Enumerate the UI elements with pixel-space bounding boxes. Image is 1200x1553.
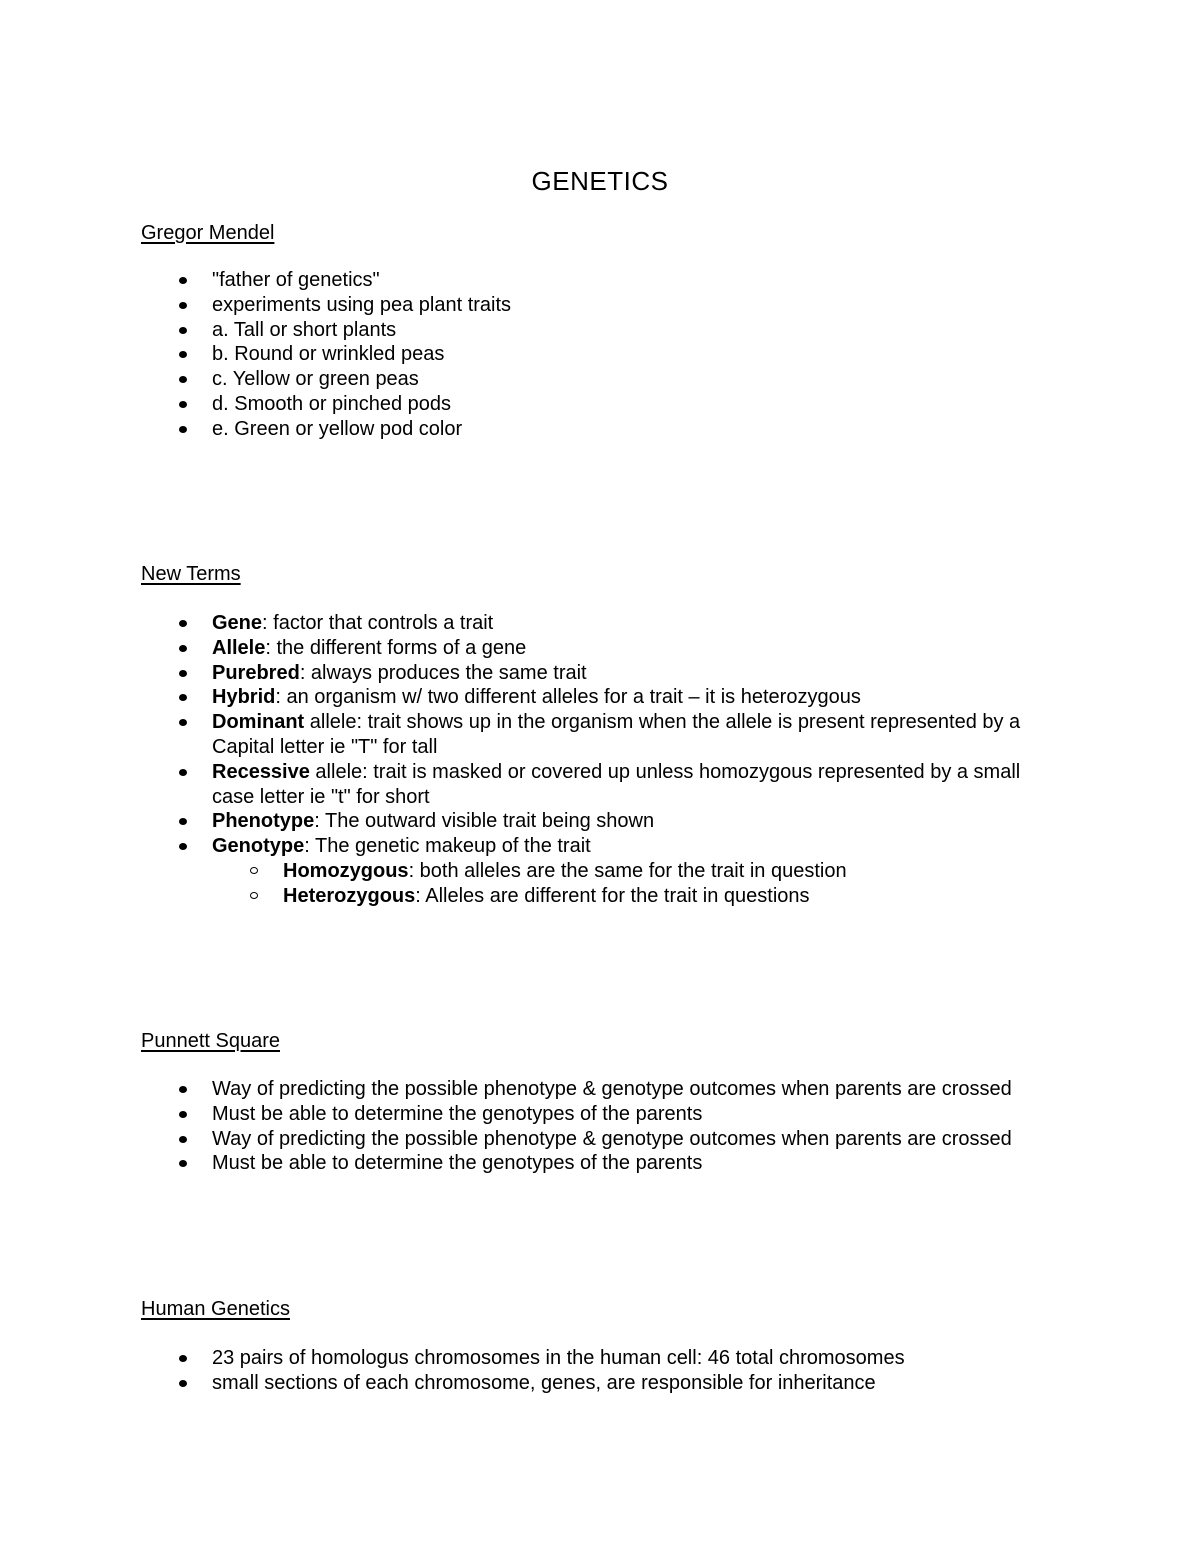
- term-label: Allele: [212, 636, 266, 659]
- term-definition: : The genetic makeup of the trait: [304, 835, 591, 858]
- document-title: GENETICS: [531, 166, 669, 196]
- list-item: [141, 1077, 1061, 1102]
- term-definition: : an organism w/ two different alleles for a trait – it is heterozygous: [275, 686, 861, 709]
- term-item-homozygous: [212, 859, 1061, 884]
- term-label: Gene: [212, 612, 263, 634]
- section-heading-human-genetics: Human Genetics: [141, 1298, 290, 1320]
- term-item-gene: [141, 611, 1061, 636]
- term-definition: : Alleles are different for the trait in questions: [415, 884, 810, 907]
- punnett-square-list: [141, 1077, 1061, 1176]
- human-genetics-list: [141, 1346, 1061, 1396]
- term-definition: allele: trait shows up in the organism when the allele is present represented by a Capital letter ie "T" for tall: [212, 711, 1021, 758]
- section-heading-new-terms: New Terms: [141, 563, 241, 585]
- list-item: [141, 268, 1061, 293]
- term-label: Phenotype: [212, 810, 315, 833]
- term-label: Dominant: [212, 711, 305, 734]
- list-item: [141, 392, 1061, 417]
- list-item-text: Way of predicting the possible phenotype & genotype outcomes when parents are crossed: [212, 1078, 1012, 1100]
- list-item: [141, 318, 1061, 343]
- list-item: [141, 342, 1061, 367]
- list-item: [141, 1346, 1061, 1371]
- new-terms-list: [141, 611, 1061, 909]
- list-item-text: e. Green or yellow pod color: [212, 417, 463, 440]
- term-label: Purebred: [212, 661, 300, 684]
- term-definition: : always produces the same trait: [299, 661, 587, 684]
- term-item-allele: [141, 636, 1061, 661]
- term-label: Genotype: [212, 835, 305, 858]
- term-definition: : both alleles are the same for the trait in question: [408, 859, 847, 882]
- term-item-phenotype: [141, 809, 1061, 834]
- list-item: [141, 417, 1061, 442]
- term-definition: allele: trait is masked or covered up unless homozygous represented by a small case letter ie "t" for short: [212, 760, 1021, 808]
- list-item-text: small sections of each chromosome, genes, are responsible for inheritance: [212, 1371, 876, 1394]
- term-definition: : the different forms of a gene: [265, 636, 527, 659]
- list-item-text: Must be able to determine the genotypes of the parents: [212, 1102, 703, 1125]
- list-item: [141, 367, 1061, 392]
- gregor-mendel-list: [141, 268, 1061, 442]
- genotype-sublist: [212, 859, 1061, 909]
- term-item-genotype: [141, 834, 1061, 908]
- term-definition: : The outward visible trait being shown: [314, 810, 655, 833]
- term-definition: : factor that controls a trait: [262, 612, 494, 634]
- term-item-dominant: [141, 710, 1061, 760]
- section-heading-gregor-mendel: Gregor Mendel: [141, 222, 275, 244]
- term-label: Hybrid: [212, 686, 276, 709]
- list-item-text: d. Smooth or pinched pods: [212, 392, 452, 415]
- term-item-heterozygous: [212, 884, 1061, 909]
- list-item-text: Must be able to determine the genotypes of the parents: [212, 1152, 703, 1175]
- list-item-text: 23 pairs of homologus chromosomes in the human cell: 46 total chromosomes: [212, 1347, 905, 1369]
- list-item-text: "father of genetics": [212, 269, 380, 291]
- term-label: Heterozygous: [283, 884, 416, 907]
- term-label: Recessive: [212, 760, 310, 783]
- list-item: [141, 1127, 1061, 1152]
- list-item: [141, 1151, 1061, 1176]
- list-item-text: c. Yellow or green peas: [212, 368, 419, 391]
- section-heading-punnett-square: Punnett Square: [141, 1030, 280, 1052]
- list-item: [141, 293, 1061, 318]
- list-item-text: a. Tall or short plants: [212, 318, 397, 341]
- term-item-hybrid: [141, 685, 1061, 710]
- term-item-recessive: [141, 760, 1061, 810]
- list-item-text: b. Round or wrinkled peas: [212, 343, 445, 366]
- list-item: [141, 1371, 1061, 1396]
- list-item: [141, 1102, 1061, 1127]
- list-item-text: Way of predicting the possible phenotype & genotype outcomes when parents are crossed: [212, 1127, 1012, 1150]
- term-label: Homozygous: [283, 859, 409, 882]
- term-item-purebred: [141, 661, 1061, 686]
- list-item-text: experiments using pea plant traits: [212, 293, 512, 316]
